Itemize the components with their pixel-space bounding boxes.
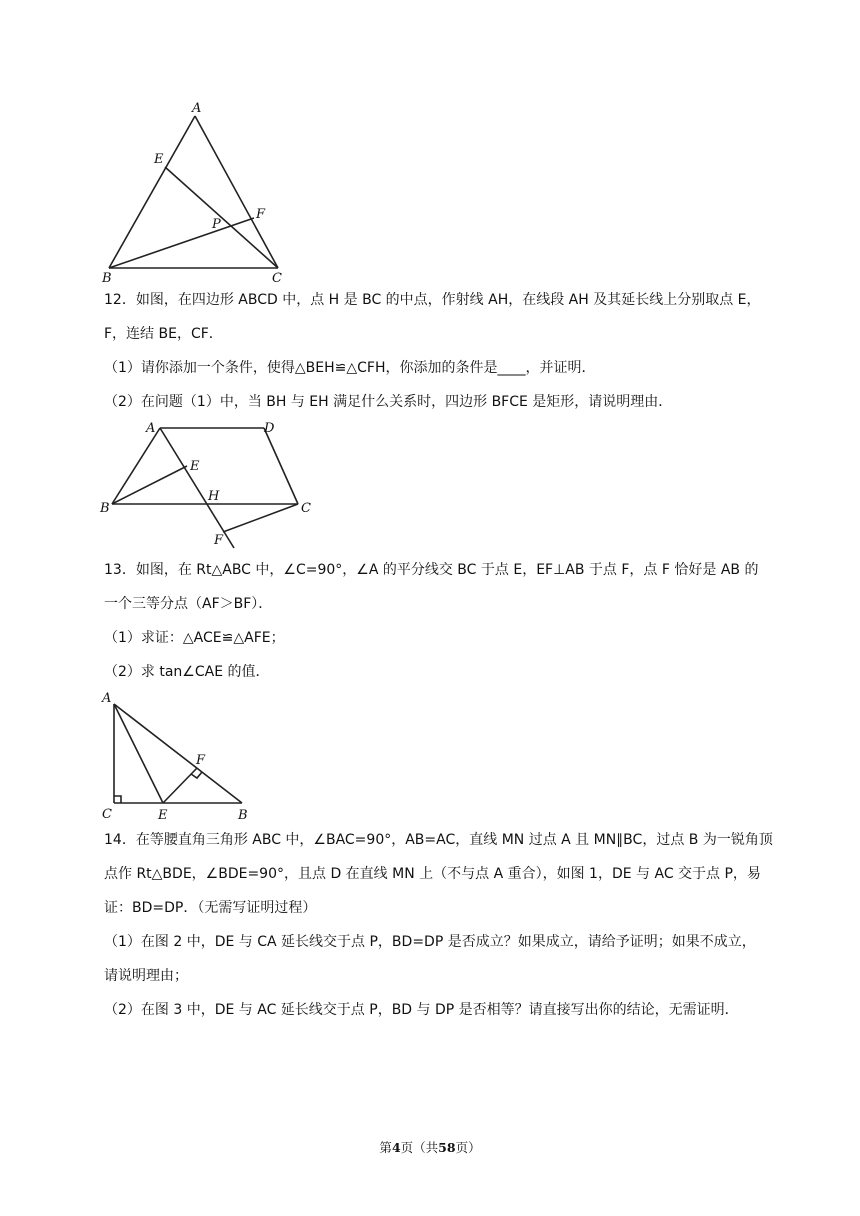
figure-q11 (96, 100, 296, 285)
q14-stem-line3: 证：BD=DP．（无需写证明过程） (104, 900, 317, 916)
figure-q12 (96, 418, 326, 553)
segment-CF (223, 504, 298, 532)
label-E: E (190, 459, 200, 474)
label-F: F (196, 753, 206, 768)
label-F: F (256, 207, 266, 222)
segment-BF (109, 218, 254, 268)
label-H: H (208, 489, 220, 504)
q12-part1: （1）请你添加一个条件，使得△BEH≌△CFH，你添加的条件是____，并证明． (104, 360, 596, 376)
label-E: E (158, 808, 168, 823)
q12-stem-line1: 12．如图，在四边形 ABCD 中，点 H 是 BC 的中点，作射线 AH，在线段 AH 及其延长线上分别取点 E， (104, 292, 761, 308)
label-C: C (102, 807, 112, 822)
q14-part1-line2: 请说明理由； (104, 968, 188, 984)
label-P: P (212, 217, 221, 232)
page-footer (0, 1138, 860, 1156)
segment-AC (195, 116, 278, 268)
footer-middle: 页（共 (400, 1140, 439, 1155)
figure-q13 (96, 688, 266, 823)
footer-suffix: 页） (455, 1140, 481, 1155)
q13-part2: （2）求 tan∠CAE 的值． (104, 664, 270, 680)
footer-prefix: 第 (379, 1140, 392, 1155)
label-D: D (264, 421, 275, 436)
q13-stem-line1: 13．如图，在 Rt△ABC 中，∠C=90°，∠A 的平分线交 BC 于点 E，EF⊥AB 于点 F，点 F 恰好是 AB 的 (104, 562, 759, 578)
q13-stem-line2: 一个三等分点（AF＞BF）． (104, 596, 273, 612)
segment-DC (264, 428, 298, 504)
q14-part2: （2）在图 3 中，DE 与 AC 延长线交于点 P，BD 与 DP 是否相等？请直接写出你的结论，无需证明． (104, 1002, 739, 1018)
right-angle-mark-C (114, 796, 121, 803)
q14-stem-line2: 点作 Rt△BDE，∠BDE=90°，且点 D 在直线 MN 上（不与点 A 重合），如图 1，DE 与 AC 交于点 P，易 (104, 866, 761, 882)
label-C: C (301, 501, 311, 516)
label-B: B (102, 271, 112, 285)
label-E: E (154, 152, 164, 167)
label-A: A (146, 421, 156, 436)
segment-AB (109, 116, 195, 268)
footer-total-pages: 58 (438, 1140, 456, 1155)
label-B: B (238, 808, 248, 823)
ray-AH (160, 428, 234, 548)
q13-part1: （1）求证：△ACE≌△AFE； (104, 630, 285, 646)
q12-stem-line2: F，连结 BE，CF． (104, 326, 223, 342)
segment-EF (163, 768, 197, 803)
label-C: C (272, 271, 282, 285)
segment-AE (114, 704, 163, 803)
label-A: A (192, 101, 202, 116)
label-B: B (100, 501, 110, 516)
footer-page-number: 4 (391, 1140, 401, 1155)
q14-stem-line1: 14．在等腰直角三角形 ABC 中，∠BAC=90°，AB=AC，直线 MN 过点 A 且 MN∥BC，过点 B 为一锐角顶 (104, 832, 773, 848)
label-F: F (214, 533, 224, 548)
label-A: A (102, 691, 112, 706)
q12-part2: （2）在问题（1）中，当 BH 与 EH 满足什么关系时，四边形 BFCE 是矩形，请说明理由． (104, 394, 673, 410)
q14-part1-line1: （1）在图 2 中，DE 与 CA 延长线交于点 P，BD=DP 是否成立？如果成立，请给予证明；如果不成立， (104, 934, 756, 950)
